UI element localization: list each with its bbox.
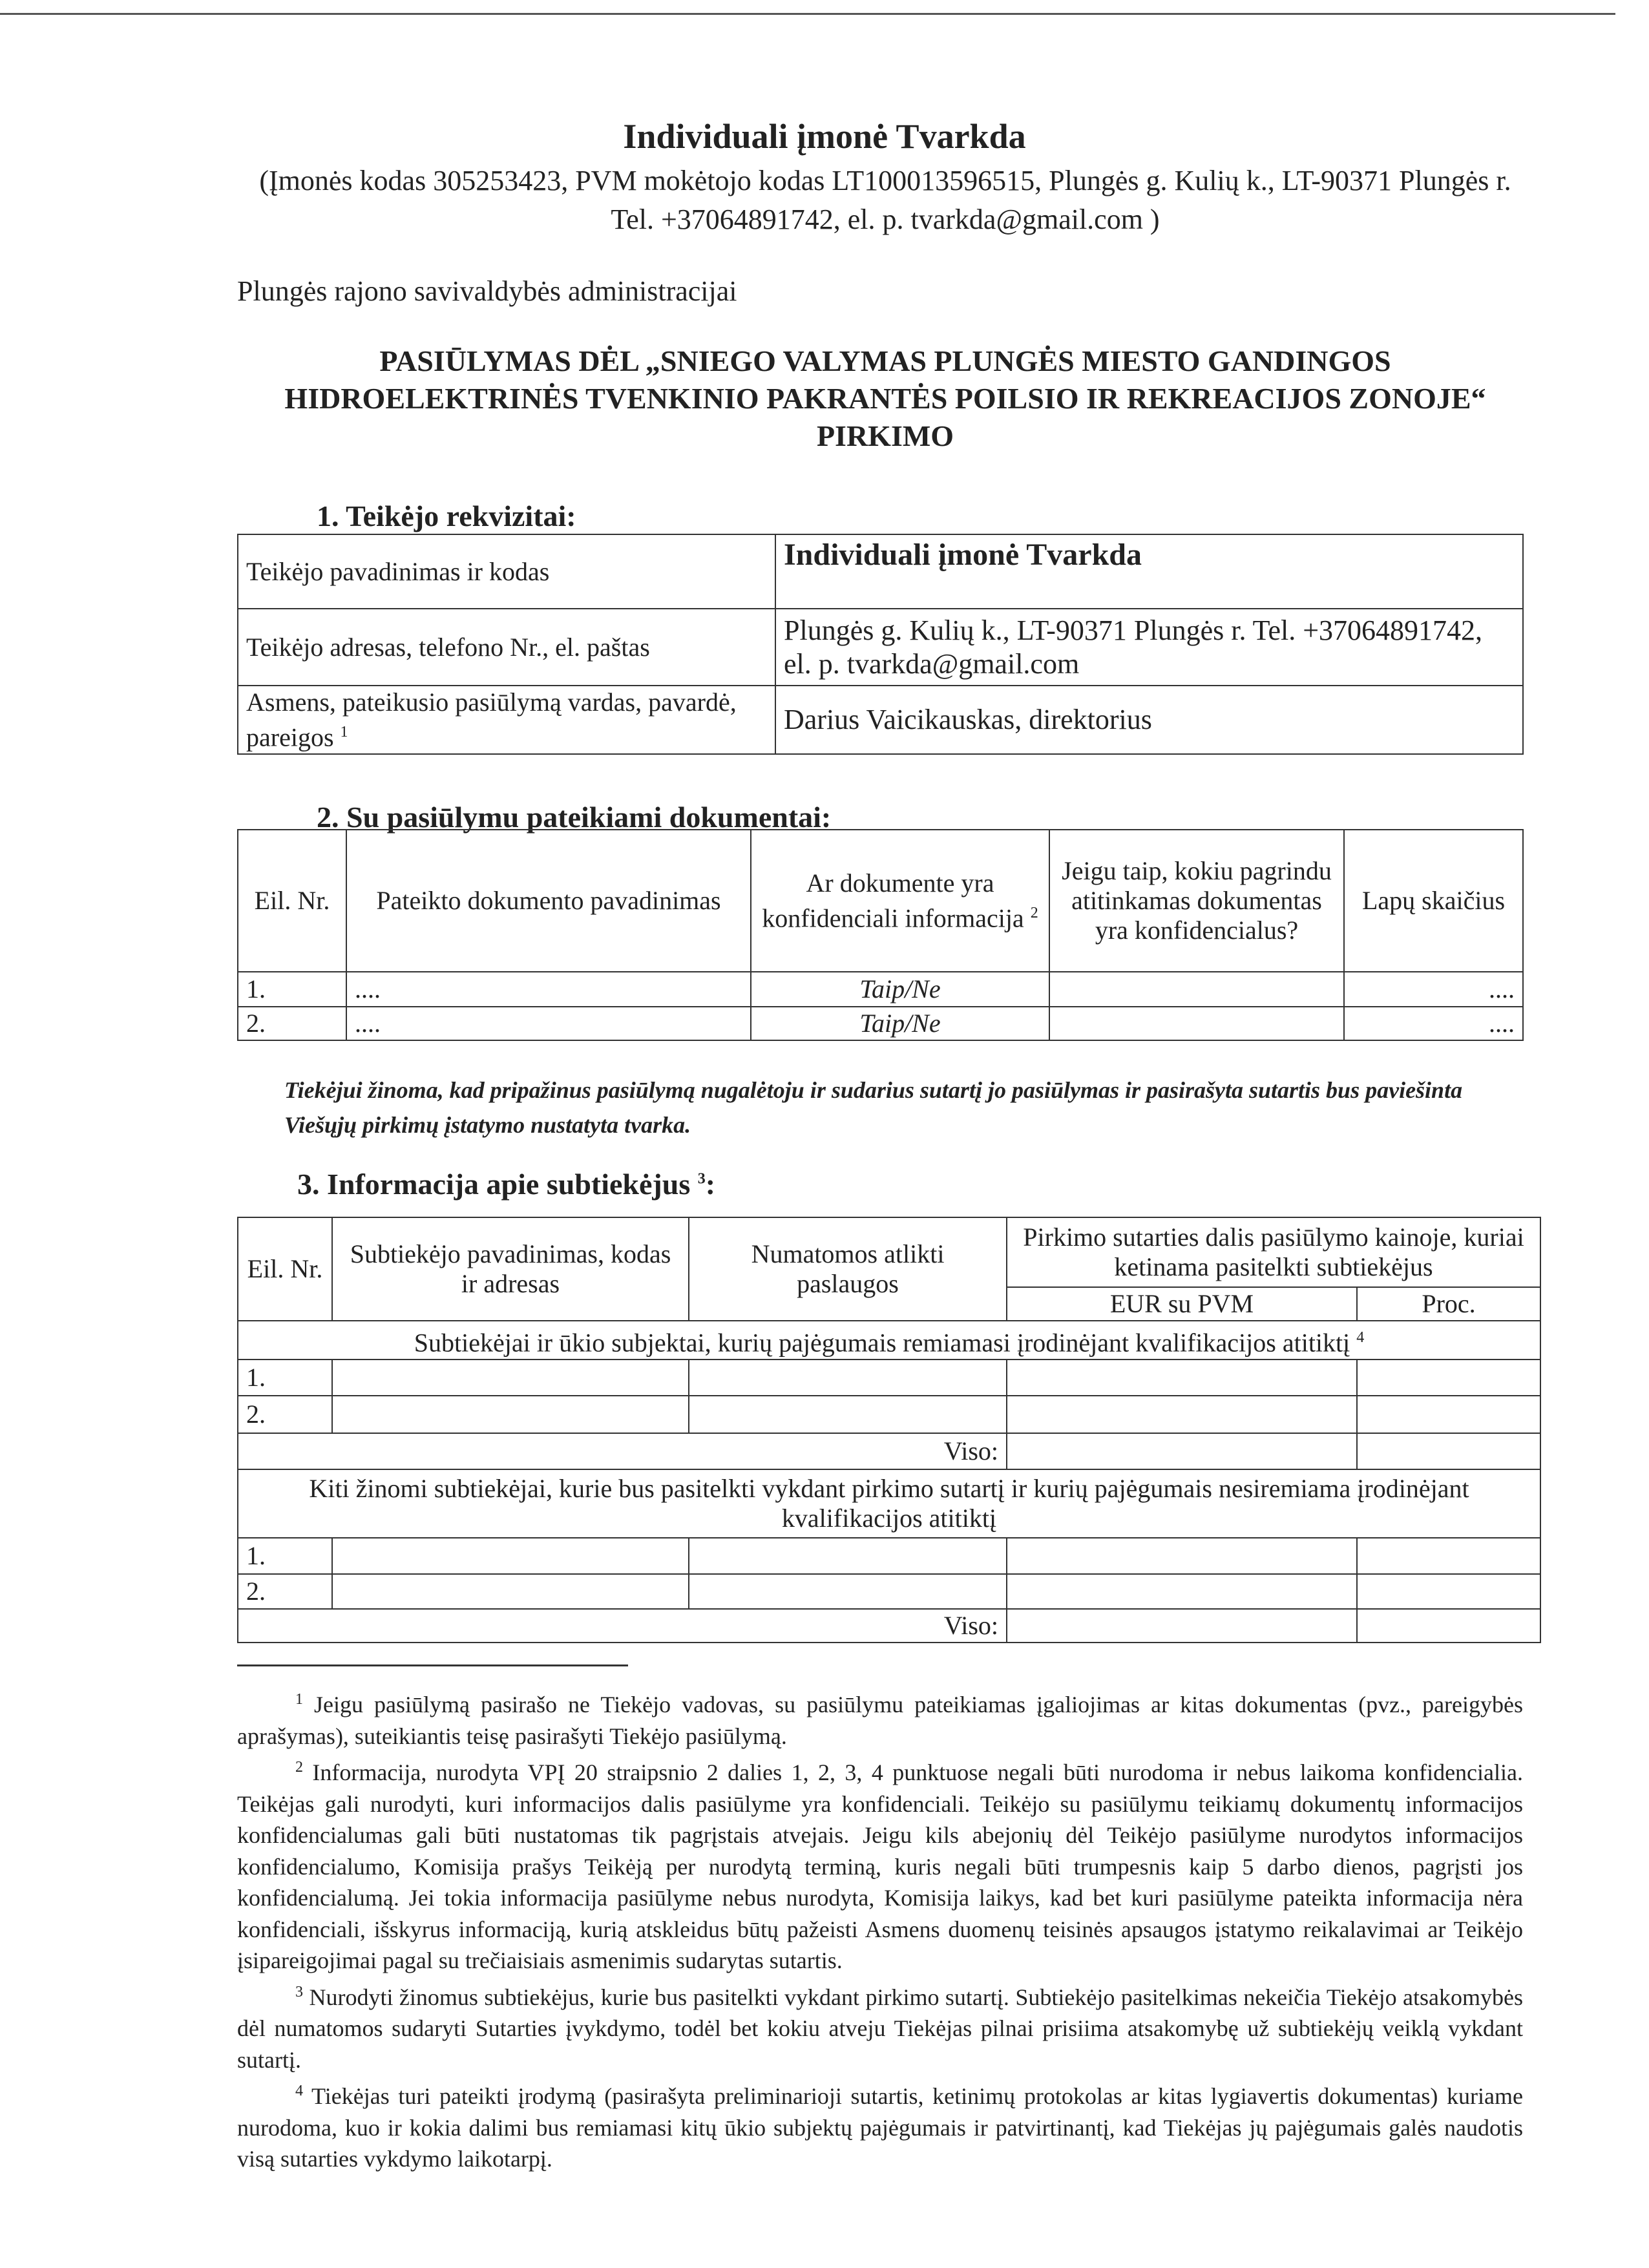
row-number: 1.	[238, 1360, 332, 1396]
section3-heading-text: 3. Informacija apie subtiekėjus	[297, 1168, 691, 1201]
col-header: Lapų skaičius	[1344, 830, 1523, 972]
section3-heading	[297, 1167, 715, 1201]
document-title: PASIŪLYMAS DĖL „SNIEGO VALYMAS PLUNGĖS MIESTO GANDINGOS HIDROELEKTRINĖS TVENKINIO PAKRANTĖS POILSIO IR REKREACIJOS ZONOJE“ PIRKIMO	[284, 344, 1486, 452]
table-row	[238, 1396, 1540, 1433]
cell	[1357, 1609, 1540, 1643]
table-row	[238, 686, 1523, 754]
table-header-row	[238, 1217, 1540, 1287]
footnote-text: Nurodyti žinomus subtiekėjus, kurie bus pasitelkti vykdant pirkimo sutartį. Subtiekėjo pasitelkimas nekeičia Tiekėjo atsakomybės dėl numatomos sudaryti Sutarties įvykdymo, todėl bet kokiu atveju Tiekėjas pilnai prisiima atsakomybę už subtiekėjų veiklą vykdant sutartį.	[237, 1984, 1523, 2073]
cell	[1007, 1396, 1357, 1433]
cell	[1007, 1538, 1357, 1574]
row-number: 2.	[238, 1396, 332, 1433]
publication-note: Tiekėjui žinoma, kad pripažinus pasiūlymą nugalėtoju ir sudarius sutartį jo pasiūlymas ir pasirašyta sutartis bus paviešinta Viešųjų pirkimų įstatymo nustatyta tvarka.	[284, 1077, 1463, 1138]
confidential-value: Taip/Ne	[751, 1007, 1049, 1040]
col-header	[751, 830, 1049, 972]
table-row	[238, 1007, 1523, 1040]
footnote-ref: 3	[697, 1170, 706, 1188]
cell	[1357, 1574, 1540, 1609]
col-header: Subtiekėjo pavadinimas, kodas ir adresas	[332, 1217, 689, 1321]
footnote-text: Informacija, nurodyta VPĮ 20 straipsnio 2 dalies 1, 2, 3, 4 punktuose negali būti nurodoma ir nebus laikoma konfidencialia. Teikėjas gali nurodyti, kuri informacijos dalis pasiūlyme yra konfidenciali. Teikėjo su pasiūlymu teikiamų dokumentų informacijos konfidencialumas gali būti nustatomas tik pagrįstais atvejais. Jeigu kils abejonių dėl Teikėjo pasiūlyme nurodytos informacijos konfidencialumo, Komisija prašys Teikėją per nurodytą terminą, kuris negali būti trumpesnis kaip 5 darbo dienos, pagrįsti jos konfidencialumą. Jei tokia informacija pasiūlyme nebus nurodyta, Komisija laikys, kad bet kuri pasiūlyme pateikta informacija nėra konfidenciali, išskyrus informaciją, kurią atskleidus būtų pažeisti Asmens duomenų teisinės apsaugos įstatymo reikalavimai ar Teikėjo įsipareigojimai pagal su trečiaisiais asmenimis sudarytas sutartis.	[237, 1759, 1523, 1973]
total-row	[238, 1433, 1540, 1469]
supplier-details-table	[237, 534, 1524, 755]
total-label: Viso:	[238, 1433, 1007, 1469]
row-number: 2.	[238, 1007, 346, 1040]
col-header-text: Ar dokumente yra konfidenciali informacija	[762, 868, 1024, 933]
footnote-separator	[237, 1664, 628, 1666]
heading-suffix: :	[705, 1168, 716, 1201]
cell	[689, 1360, 1007, 1396]
cell	[689, 1538, 1007, 1574]
cell	[332, 1538, 689, 1574]
page-count: ....	[1344, 1007, 1523, 1040]
cell	[332, 1574, 689, 1609]
label-cell: Teikėjo pavadinimas ir kodas	[238, 534, 775, 609]
col-header: Pirkimo sutarties dalis pasiūlymo kainoje, kuriai ketinama pasitelkti subtiekėjus	[1007, 1217, 1540, 1287]
cell	[1357, 1433, 1540, 1469]
cell	[1007, 1360, 1357, 1396]
value-cell: Plungės g. Kulių k., LT-90371 Plungės r. Tel. +37064891742, el. p. tvarkda@gmail.com	[775, 609, 1523, 686]
col-header: Jeigu taip, kokiu pagrindu atitinkamas dokumentas yra konfidencialus?	[1049, 830, 1344, 972]
confidential-basis	[1049, 1007, 1344, 1040]
label-cell	[238, 686, 775, 754]
cell	[1357, 1396, 1540, 1433]
col-header: Eil. Nr.	[238, 1217, 332, 1321]
confidential-basis	[1049, 972, 1344, 1007]
group-header	[238, 1321, 1540, 1360]
group-header: Kiti žinomi subtiekėjai, kurie bus pasitelkti vykdant pirkimo sutartį ir kurių pajėgumais nesiremiama įrodinėjant kvalifikacijos atitiktį	[238, 1469, 1540, 1538]
cell	[689, 1396, 1007, 1433]
col-header: Proc.	[1357, 1287, 1540, 1321]
cell	[1007, 1574, 1357, 1609]
scan-top-edge-line	[0, 13, 1615, 15]
footnote	[237, 2075, 1523, 2175]
total-label: Viso:	[238, 1609, 1007, 1643]
cell	[332, 1360, 689, 1396]
document-name: ....	[346, 972, 751, 1007]
table-header-row	[238, 830, 1523, 972]
table-row	[238, 972, 1523, 1007]
document-name: ....	[346, 1007, 751, 1040]
cell	[1357, 1360, 1540, 1396]
footnote-text: Tiekėjas turi pateikti įrodymą (pasirašyta preliminarioji sutartis, ketinimų protokolas ar kitas lygiavertis dokumentas) kuriame nurodoma, kuo ir kokia dalimi bus remiamasi kitų ūkio subjektų pajėgumais ir patvirtinantį, kad Tiekėjas jų pajėgumais galės naudotis visą sutarties vykdymo laikotarpį.	[237, 2083, 1523, 2172]
label-text: Asmens, pateikusio pasiūlymą vardas, pavardė, pareigos	[246, 688, 737, 752]
col-header: Numatomos atlikti paslaugos	[689, 1217, 1007, 1321]
col-header: Eil. Nr.	[238, 830, 346, 972]
footnote-ref: 1	[340, 724, 348, 740]
footnote-ref: 4	[1356, 1329, 1365, 1346]
footnote-number: 2	[295, 1759, 303, 1776]
row-number: 1.	[238, 972, 346, 1007]
cell	[332, 1396, 689, 1433]
cell	[689, 1574, 1007, 1609]
value-cell: Individuali įmonė Tvarkda	[775, 534, 1523, 609]
company-details: (Įmonės kodas 305253423, PVM mokėtojo kodas LT100013596515, Plungės g. Kulių k., LT-90371 Plungės r. Tel. +37064891742, el. p. tvarkda@gmail.com )	[259, 165, 1511, 235]
value-cell: Darius Vaicikauskas, direktorius	[775, 686, 1523, 754]
addressee: Plungės rajono savivaldybės administracijai	[237, 275, 737, 307]
cell	[1357, 1538, 1540, 1574]
group-row	[238, 1469, 1540, 1538]
cell	[1007, 1433, 1357, 1469]
cell	[1007, 1609, 1357, 1643]
table-row	[238, 1574, 1540, 1609]
footnote-number: 4	[295, 2083, 303, 2099]
total-row	[238, 1609, 1540, 1643]
row-number: 2.	[238, 1574, 332, 1609]
page-count: ....	[1344, 972, 1523, 1007]
footnote-number: 1	[295, 1691, 303, 1708]
footnote-number: 3	[295, 1983, 303, 2000]
footnote	[237, 1752, 1523, 1977]
col-header: EUR su PVM	[1007, 1287, 1357, 1321]
documents-table	[237, 829, 1524, 1041]
footnotes	[237, 1684, 1523, 2175]
row-number: 1.	[238, 1538, 332, 1574]
table-row	[238, 1538, 1540, 1574]
label-cell: Teikėjo adresas, telefono Nr., el. paštas	[238, 609, 775, 686]
footnote-text: Jeigu pasiūlymą pasirašo ne Tiekėjo vadovas, su pasiūlymu pateikiamas įgaliojimas ar kitas dokumentas (pvz., pareigybės aprašymas), suteikiantis teisę pasirašyti Tiekėjo pasiūlymą.	[237, 1692, 1524, 1749]
table-row	[238, 534, 1523, 609]
col-header: Pateikto dokumento pavadinimas	[346, 830, 751, 972]
group-row	[238, 1321, 1540, 1360]
footnote	[237, 1684, 1523, 1752]
section1-heading: 1. Teikėjo rekvizitai:	[317, 499, 576, 532]
footnote-ref: 2	[1030, 904, 1038, 921]
section2-heading: 2. Su pasiūlymu pateikiami dokumentai:	[317, 801, 832, 834]
company-name-heading: Individuali įmonė Tvarkda	[623, 117, 1026, 156]
table-row	[238, 1360, 1540, 1396]
confidential-value: Taip/Ne	[751, 972, 1049, 1007]
table-row	[238, 609, 1523, 686]
group-header-text: Subtiekėjai ir ūkio subjektai, kurių pajėgumais remiamasi įrodinėjant kvalifikacijos atitiktį	[414, 1328, 1350, 1358]
subcontractors-table	[237, 1217, 1541, 1643]
footnote	[237, 1977, 1523, 2076]
